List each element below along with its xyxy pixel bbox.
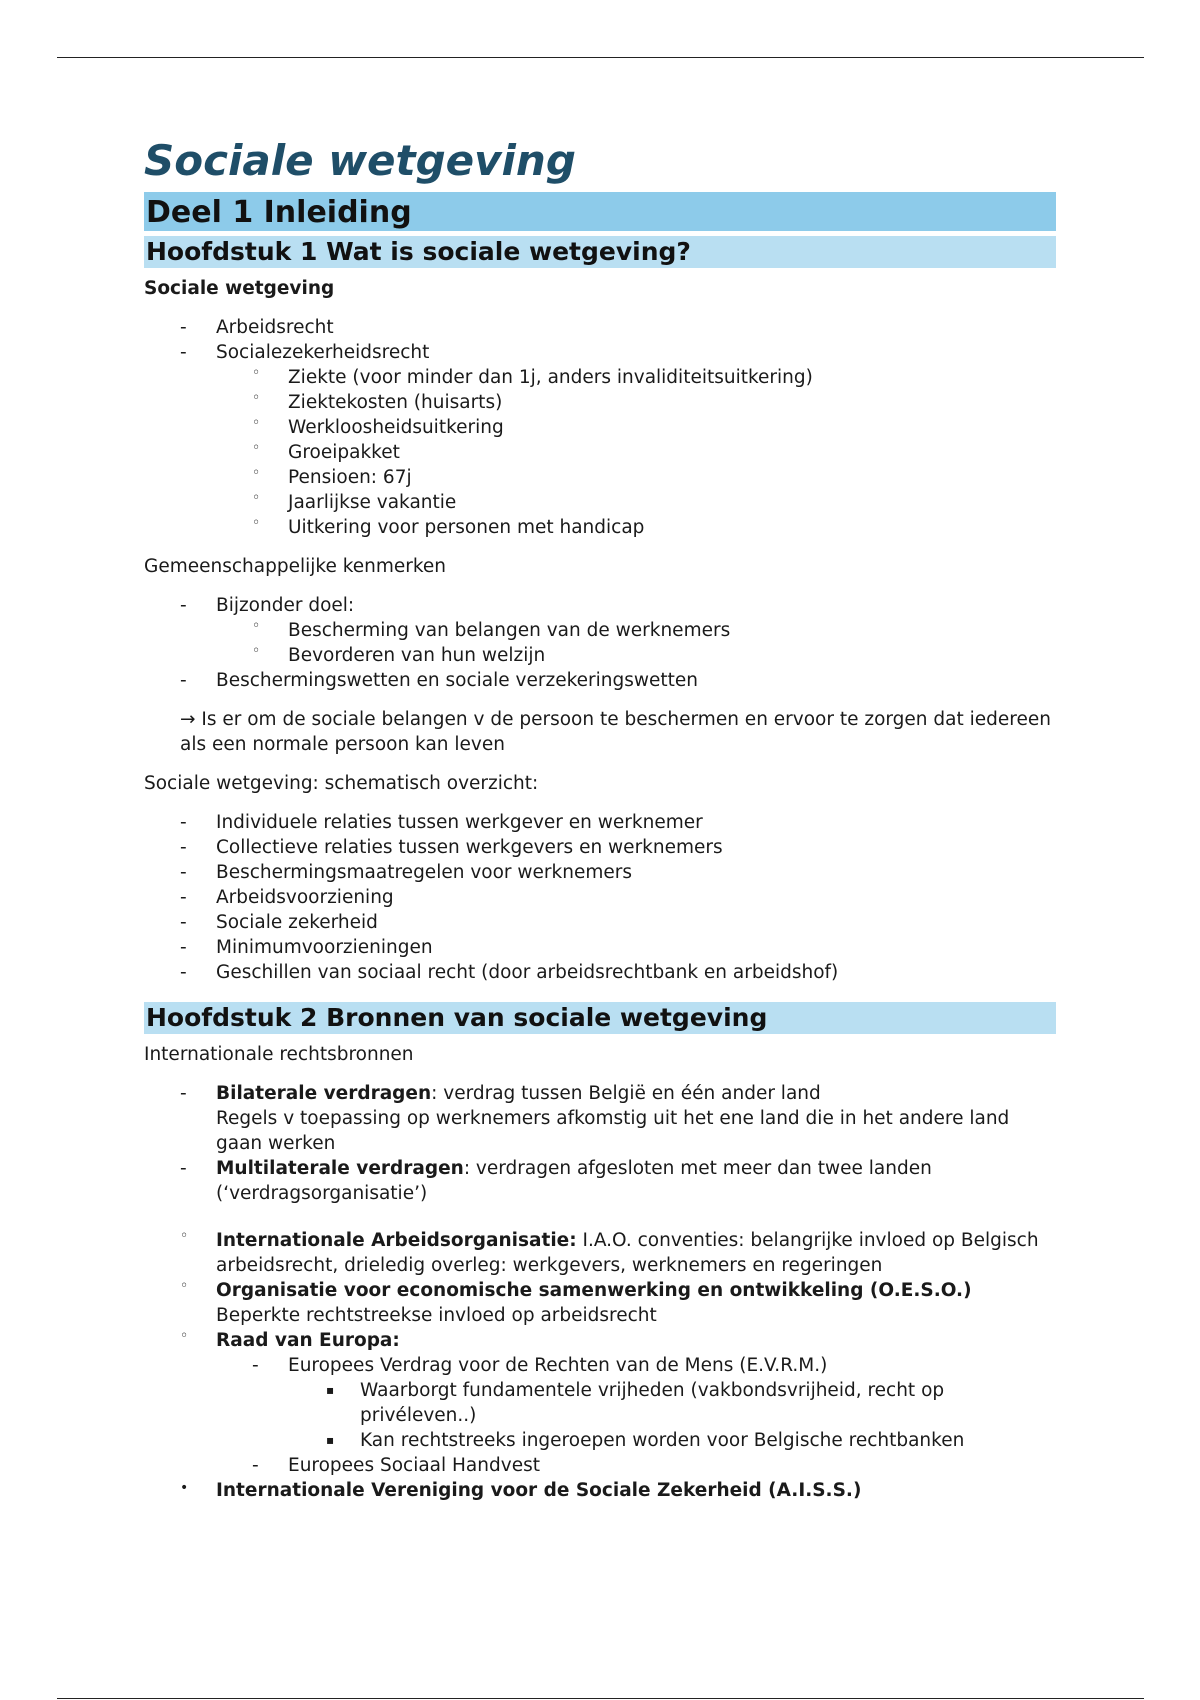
footer-rule: [57, 1698, 1144, 1699]
document-body: [144, 136, 1056, 1503]
list-item: ◦ Raad van Europa:: [180, 1328, 400, 1351]
overview-label: Sociale wetgeving: schematisch overzicht:: [144, 773, 539, 794]
list-item: - Sociale zekerheid: [180, 912, 378, 933]
list-item: - Geschillen van sociaal recht (door arbeidsrechtbank en arbeidshof): [180, 962, 839, 983]
list-item: ◦ Uitkering voor personen met handicap: [252, 515, 645, 538]
arrow-note: → Is er om de sociale belangen v de persoon te beschermen en ervoor te zorgen dat iedereen als een normale persoon kan leven: [180, 709, 1051, 755]
header-rule: [57, 57, 1144, 58]
list-item: - Europees Sociaal Handvest: [252, 1455, 540, 1476]
list-organisaties: [144, 1228, 1056, 1503]
list-item: - Arbeidsvoorziening: [180, 887, 394, 908]
list-item: ◦ Pensioen: 67j: [252, 465, 412, 488]
kenmerken-label: Gemeenschappelijke kenmerken: [144, 556, 447, 577]
list-item: ◦ Bevorderen van hun welzijn: [252, 643, 546, 666]
list-item: - Socialezekerheidsrecht: [180, 342, 430, 363]
list-item: ◦ Ziekte (voor minder dan 1j, anders invaliditeitsuitkering): [252, 365, 813, 388]
list-item: - Europees Verdrag voor de Rechten van de Mens (E.V.R.M.): [252, 1355, 828, 1376]
list-item: - Beschermingswetten en sociale verzekeringswetten: [180, 670, 698, 691]
list-item: ▪ Kan rechtstreeks ingeroepen worden voor Belgische rechtbanken: [326, 1430, 965, 1451]
list-item: ◦ Werkloosheidsuitkering: [252, 415, 504, 438]
list-item: ▪ Waarborgt fundamentele vrijheden (vakbondsvrijheid, recht op privéleven..): [326, 1380, 945, 1426]
list-bronnen: [144, 1081, 1056, 1206]
list-item: - Individuele relaties tussen werkgever en werknemer: [180, 812, 703, 833]
document-title: Sociale wetgeving: [144, 136, 576, 185]
list-item: ◦ Organisatie voor economische samenwerking en ontwikkeling (O.E.S.O.) Beperkte rechtstreekse invloed op arbeidsrecht: [180, 1278, 972, 1326]
list-item: - Minimumvoorzieningen: [180, 937, 433, 958]
list-item: - Arbeidsrecht: [180, 317, 334, 338]
chapter1-subheading: Sociale wetgeving: [144, 278, 335, 299]
list-item: ◦ Internationale Arbeidsorganisatie: I.A.O. conventies: belangrijke invloed op Belgisch arbeidsrecht, drieledig overleg: werkgevers, werknemers en regeringen: [180, 1228, 1039, 1276]
list-item: - Bilaterale verdragen: verdrag tussen België en één ander land Regels v toepassing op werknemers afkomstig uit het ene land die in het andere land gaan werken: [180, 1083, 1010, 1154]
list-item: - Bijzonder doel:: [180, 595, 355, 616]
list-item: ◦ Ziektekosten (huisarts): [252, 390, 503, 413]
list-item: - Multilaterale verdragen: verdragen afgesloten met meer dan twee landen (‘verdragsorganisatie’): [180, 1158, 932, 1204]
list-item: • Internationale Vereniging voor de Sociale Zekerheid (A.I.S.S.): [180, 1480, 862, 1501]
chapter1-heading: Hoofdstuk 1 Wat is sociale wetgeving?: [144, 236, 1056, 268]
list-item: - Beschermingsmaatregelen voor werknemers: [180, 862, 632, 883]
list-kenmerken: [144, 593, 1056, 693]
intl-label: Internationale rechtsbronnen: [144, 1044, 414, 1065]
chapter2-heading: Hoofdstuk 2 Bronnen van sociale wetgeving: [144, 1002, 1056, 1034]
list-item: ◦ Bescherming van belangen van de werknemers: [252, 618, 731, 641]
list-sociale-wetgeving: [144, 315, 1056, 540]
list-item: ◦ Jaarlijkse vakantie: [252, 490, 457, 513]
list-item: ◦ Groeipakket: [252, 440, 400, 463]
list-item: - Collectieve relaties tussen werkgevers en werknemers: [180, 837, 723, 858]
list-overview: [144, 810, 1056, 985]
part-heading: Deel 1 Inleiding: [144, 192, 1056, 231]
